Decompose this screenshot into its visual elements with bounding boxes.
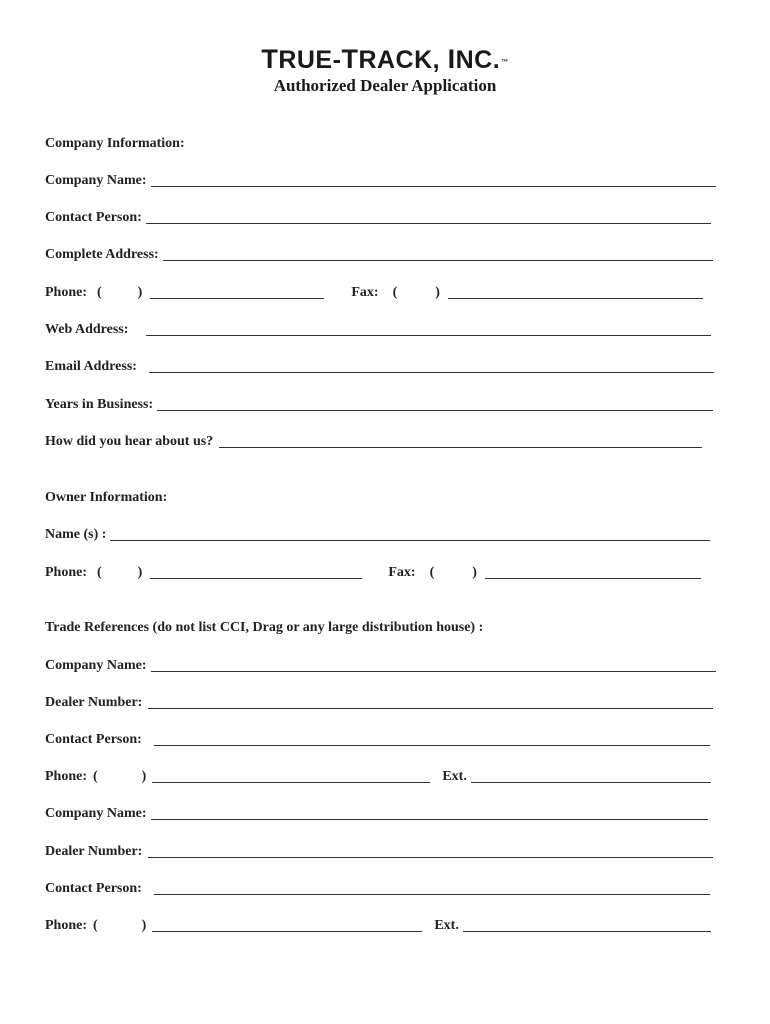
owner-phone-label: Phone:: [45, 565, 87, 580]
ref2-area-code-open: (: [93, 918, 98, 933]
brand-letters: RACK: [358, 46, 433, 74]
email-address-label: Email Address:: [45, 359, 137, 374]
ref2-contact-field[interactable]: [154, 880, 710, 895]
ref2-company-field[interactable]: [151, 805, 708, 820]
brand-letter: T: [341, 44, 359, 74]
how-heard-label: How did you hear about us?: [45, 434, 214, 449]
ref2-company-label: Company Name:: [45, 806, 147, 821]
ref1-area-code-close: ): [141, 769, 147, 784]
area-code-close: ): [137, 285, 143, 300]
company-name-label: Company Name:: [45, 173, 147, 188]
owner-area-code-close: ): [137, 565, 143, 580]
ref1-area-code-open: (: [93, 769, 98, 784]
ref1-company-row: [45, 657, 716, 675]
ref1-contact-row: [45, 731, 710, 749]
ref1-company-label: Company Name:: [45, 658, 147, 673]
ref2-phone-field[interactable]: [152, 917, 422, 932]
ref2-contact-label: Contact Person:: [45, 881, 142, 896]
ref2-phone-row: [45, 917, 711, 935]
how-heard-field[interactable]: [219, 433, 702, 448]
brand-letter: I: [447, 44, 456, 74]
web-address-field[interactable]: [146, 321, 711, 336]
brand-comma: ,: [432, 46, 441, 74]
ref1-contact-field[interactable]: [154, 731, 710, 746]
how-heard-row: [45, 433, 702, 451]
owner-names-label: Name (s) :: [45, 527, 107, 542]
ref2-contact-row: [45, 880, 710, 898]
years-in-business-label: Years in Business:: [45, 397, 154, 412]
owner-names-field[interactable]: [110, 526, 710, 541]
ref2-company-row: [45, 805, 708, 823]
owner-info-heading: Owner Information:: [45, 490, 168, 505]
owner-phone-field[interactable]: [150, 564, 362, 579]
years-in-business-field[interactable]: [157, 396, 713, 411]
web-address-label: Web Address:: [45, 322, 129, 337]
ref1-ext-label: Ext.: [442, 769, 467, 784]
owner-fax-field[interactable]: [485, 564, 701, 579]
form-title: Authorized Dealer Application: [273, 76, 497, 95]
owner-fax-area-code-close: ): [472, 565, 477, 580]
ref1-dealer-field[interactable]: [148, 694, 713, 709]
phone-label: Phone:: [45, 285, 87, 300]
complete-address-label: Complete Address:: [45, 247, 159, 262]
ref2-ext-field[interactable]: [463, 917, 711, 932]
years-in-business-row: [45, 396, 713, 414]
company-fax-field[interactable]: [448, 284, 703, 299]
contact-person-field[interactable]: [146, 209, 711, 224]
trade-refs-heading: Trade References (do not list CCI, Drag or any large distribution house) :: [45, 620, 484, 635]
fax-area-code-open: (: [392, 285, 398, 300]
ref2-dealer-field[interactable]: [148, 843, 713, 858]
owner-fax-area-code-open: (: [429, 565, 435, 580]
fax-area-code-close: ): [435, 285, 440, 300]
ref1-dealer-row: [45, 694, 713, 712]
ref2-dealer-row: [45, 843, 713, 861]
company-brand: [0, 44, 770, 75]
email-address-field[interactable]: [149, 358, 714, 373]
brand-letters: RUE: [278, 46, 333, 74]
owner-phone-fax-row: [45, 564, 701, 582]
email-address-row: [45, 358, 714, 376]
area-code-open: (: [97, 285, 102, 300]
contact-person-label: Contact Person:: [45, 210, 142, 225]
company-name-field[interactable]: [151, 172, 716, 187]
ref1-ext-field[interactable]: [471, 768, 711, 783]
ref1-phone-label: Phone:: [45, 769, 87, 784]
ref2-area-code-close: ): [141, 918, 147, 933]
web-address-row: [45, 321, 711, 339]
company-info-heading: Company Information:: [45, 136, 185, 151]
ref1-dealer-label: Dealer Number:: [45, 695, 143, 710]
owner-names-row: [45, 526, 710, 544]
fax-label: Fax:: [351, 285, 379, 300]
ref1-phone-field[interactable]: [152, 768, 430, 783]
ref1-contact-label: Contact Person:: [45, 732, 142, 747]
company-phone-fax-row: [45, 284, 703, 302]
company-phone-field[interactable]: [150, 284, 324, 299]
brand-dash: -: [332, 46, 342, 74]
ref1-company-field[interactable]: [151, 657, 716, 672]
ref2-ext-label: Ext.: [434, 918, 459, 933]
ref2-phone-label: Phone:: [45, 918, 87, 933]
ref2-dealer-label: Dealer Number:: [45, 844, 143, 859]
contact-person-row: [45, 209, 711, 227]
company-name-row: [45, 172, 716, 190]
complete-address-row: [45, 246, 713, 264]
brand-letter: T: [261, 44, 279, 74]
trademark-symbol: ™: [501, 59, 509, 66]
complete-address-field[interactable]: [163, 246, 713, 261]
owner-fax-label: Fax:: [388, 565, 416, 580]
ref1-phone-row: [45, 768, 711, 786]
owner-area-code-open: (: [97, 565, 102, 580]
brand-letters: NC.: [455, 46, 501, 74]
